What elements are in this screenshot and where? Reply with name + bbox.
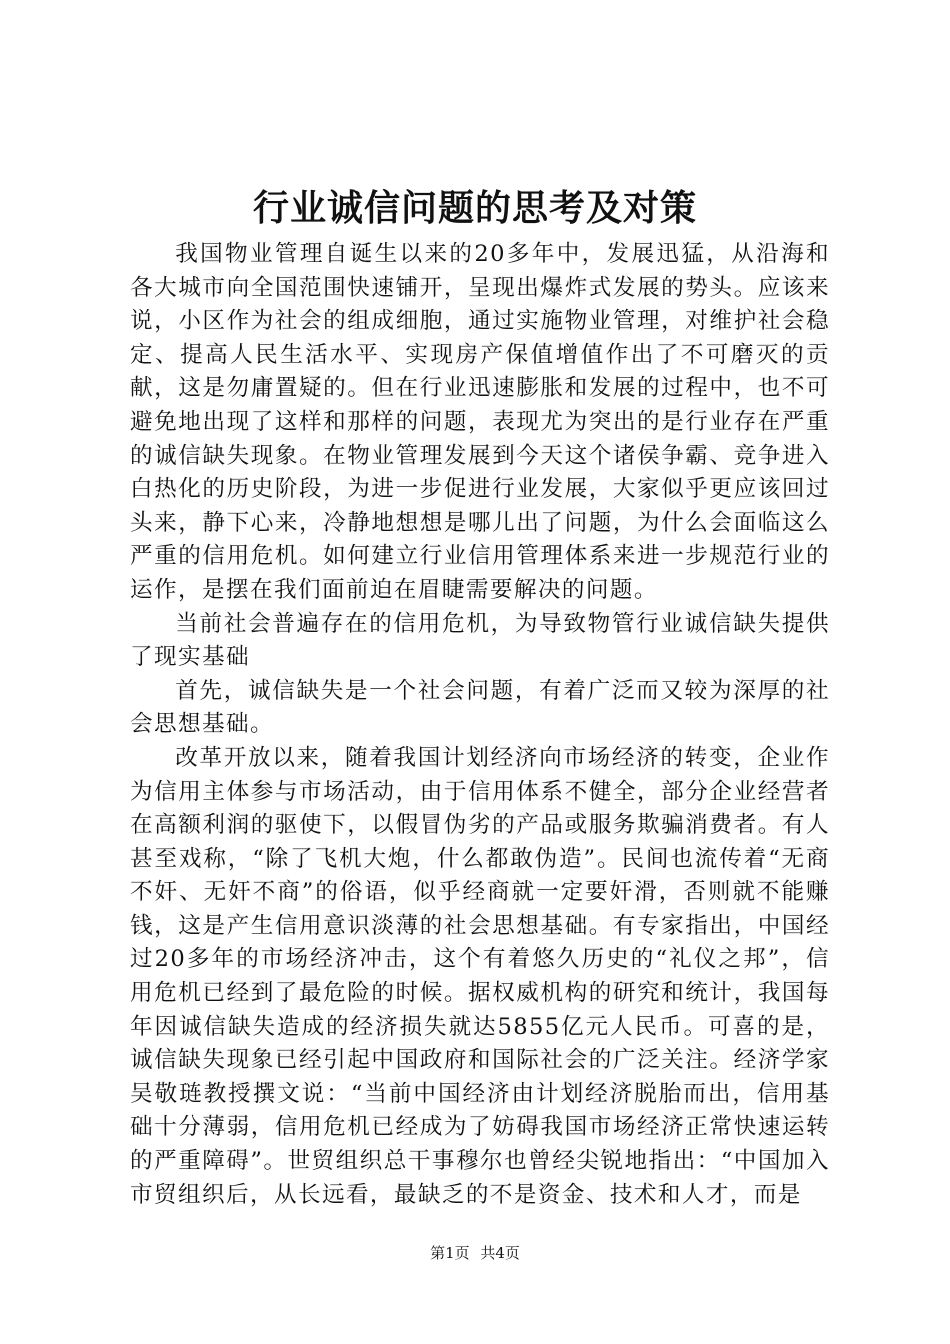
document-body	[130, 238, 830, 1212]
paragraph: 首先，诚信缺失是一个社会问题，有着广泛而又较为深厚的社会思想基础。	[130, 677, 830, 738]
document-title: 行业诚信问题的思考及对策	[252, 187, 697, 229]
paragraph: 改革开放以来，随着我国计划经济向市场经济的转变，企业作为信用主体参与市场活动，由于信用体系不健全，部分企业经营者在高额利润的驱使下，以假冒伪劣的产品或服务欺骗消费者。有人甚至戏称，“除了飞机大炮，什么都敢伪造”。民间也流传着“无商不奸、无奸不商”的俗语，似乎经商就一定要奸滑，否则就不能赚钱，这是产生信用意识淡薄的社会思想基础。有专家指出，中国经过20多年的市场经济冲击，这个有着悠久历史的“礼仪之邦”，信用危机已经到了最危险的时候。据权威机构的研究和统计，我国每年因诚信缺失造成的经济损失就达5855亿元人民币。可喜的是，诚信缺失现象已经引起中国政府和国际社会的广泛关注。经济学家吴敬琏教授撰文说：“当前中国经济由计划经济脱胎而出，信用基础十分薄弱，信用危机已经成为了妨碍我国市场经济正常快速运转的严重障碍”。世贸组织总干事穆尔也曾经尖锐地指出：“中国加入市贸组织后，从长远看，最缺乏的不是资金、技术和人才，而是	[130, 744, 830, 1208]
page-number: 第1页	[430, 1244, 470, 1262]
paragraph: 我国物业管理自诞生以来的20多年中，发展迅猛，从沿海和各大城市向全国范围快速铺开，呈现出爆炸式发展的势头。应该来说，小区作为社会的组成细胞，通过实施物业管理，对维护社会稳定、提高人民生活水平、实现房产保值增值作出了不可磨灭的贡献，这是勿庸置疑的。但在行业迅速膨胀和发展的过程中，也不可避免地出现了这样和那样的问题，表现尤为突出的是行业存在严重的诚信缺失现象。在物业管理发展到今天这个诸侯争霸、竞争进入白热化的历史阶段，为进一步促进行业发展，大家似乎更应该回过头来，静下心来，冷静地想想是哪儿出了问题，为什么会面临这么严重的信用危机。如何建立行业信用管理体系来进一步规范行业的运作，是摆在我们面前迫在眉睫需要解决的问题。	[130, 241, 830, 603]
paragraph: 当前社会普遍存在的信用危机，为导致物管行业诚信缺失提供了现实基础	[130, 610, 830, 671]
page-footer	[0, 1243, 950, 1263]
page-total: 共4页	[480, 1244, 520, 1262]
